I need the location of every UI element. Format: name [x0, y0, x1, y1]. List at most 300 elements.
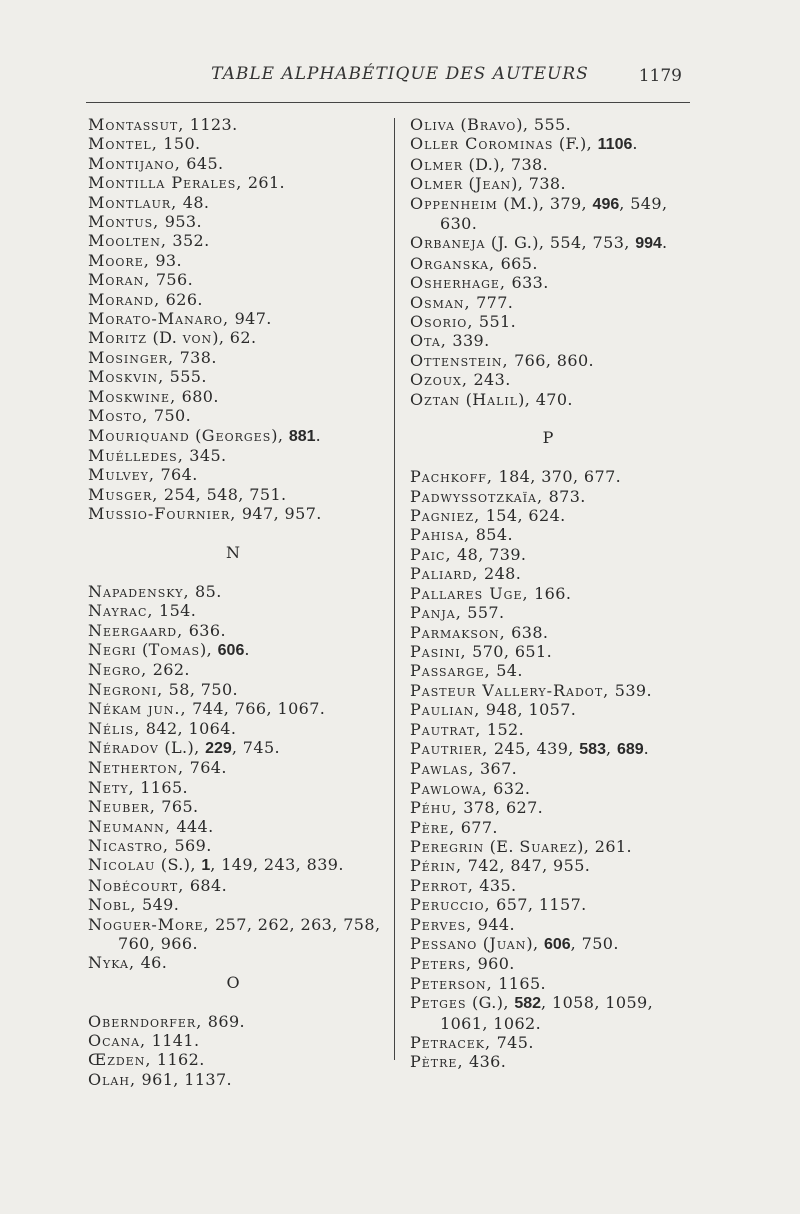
page-refs: . — [244, 639, 250, 659]
author-name: Morand, — [88, 289, 161, 309]
page-refs: 570, 651. — [466, 641, 553, 661]
author-name: Nayrac, — [88, 601, 154, 621]
page-refs: 645. — [180, 153, 224, 173]
index-entry — [410, 837, 770, 856]
index-entry — [88, 680, 388, 699]
author-name: Perves, — [410, 914, 473, 934]
page-refs: 154, 624. — [480, 506, 566, 526]
author-name: Montlaur, — [88, 192, 178, 212]
author-name: Negro, — [88, 660, 148, 680]
page-refs: 46. — [135, 953, 168, 973]
index-entry — [410, 351, 770, 370]
page-refs: 54. — [490, 661, 523, 681]
index-entry — [88, 1031, 388, 1050]
page-refs: 947, 957. — [236, 504, 322, 524]
index-entry — [88, 193, 388, 212]
index-entry — [88, 582, 388, 601]
author-name: Neuber, — [88, 797, 156, 817]
author-name: Mouriquand — [88, 425, 190, 445]
author-name: Padwyssotzkaïa, — [410, 486, 544, 506]
index-entry — [88, 387, 388, 406]
page-refs: 742, 847, 955. — [462, 856, 591, 876]
page-refs: 633. — [506, 273, 549, 293]
index-entry — [410, 134, 770, 154]
author-name: Negroni, — [88, 679, 164, 699]
index-entry — [88, 876, 388, 895]
page-refs: 367. — [474, 759, 518, 779]
author-name: Nyka, — [88, 953, 136, 973]
page-refs: 632. — [487, 778, 531, 798]
page-refs: 680. — [176, 386, 219, 406]
author-name: Orbaneja — [410, 233, 486, 253]
index-entry — [88, 895, 388, 914]
index-entry — [410, 312, 770, 331]
author-name: Nékam jun., — [88, 699, 187, 719]
author-name: Oller Corominas — [410, 134, 554, 154]
index-entry-continuation — [410, 214, 770, 233]
page-refs: ), — [271, 425, 289, 445]
page-refs: 947. — [229, 309, 272, 329]
page-refs: 551. — [473, 312, 517, 332]
page-refs: 166. — [528, 583, 572, 603]
index-entry — [88, 797, 388, 816]
page-refs: . — [632, 134, 638, 154]
index-entry — [410, 603, 770, 622]
index-entry — [88, 855, 388, 875]
right-column — [410, 115, 770, 1072]
page-refs: 248. — [478, 564, 522, 584]
author-name: Paic, — [410, 544, 452, 564]
page-refs: ), 555. — [516, 115, 572, 134]
index-entry — [410, 818, 770, 837]
page-refs: 953. — [159, 212, 202, 232]
page-refs: 1162. — [151, 1050, 205, 1070]
index-entry — [410, 331, 770, 350]
author-name: Neumann, — [88, 816, 171, 836]
page-refs: . — [661, 233, 668, 253]
index-entry — [410, 564, 770, 583]
author-name: Montassut, — [88, 115, 185, 134]
page-refs: (F.), — [553, 134, 598, 154]
page-refs: (D. — [147, 328, 183, 348]
page-ref-bold: 606 — [217, 641, 245, 659]
page-refs: 555. — [164, 367, 207, 387]
index-entry — [410, 934, 770, 954]
page-refs: 436. — [463, 1052, 507, 1072]
page-refs: , 549, — [619, 193, 668, 213]
author-name: Mussio-Fournier, — [88, 504, 237, 524]
page-refs: 1123. — [184, 115, 238, 134]
author-name: Moritz — [88, 328, 148, 348]
author-name: Peters, — [410, 954, 473, 974]
author-name: Olmer — [410, 154, 463, 174]
author-name: Neergaard, — [88, 620, 184, 640]
page-refs: 93. — [149, 250, 182, 270]
page-refs: 345. — [183, 445, 227, 465]
page-refs: 750. — [148, 406, 192, 426]
page-refs: 1165. — [134, 777, 189, 797]
page-refs: 435. — [473, 875, 517, 895]
page-refs: 254, 548, 751. — [158, 484, 287, 504]
page-refs: 150. — [157, 134, 201, 154]
page-refs: , 149, 243, 839. — [210, 855, 344, 875]
index-entry — [88, 426, 388, 446]
author-name: Netherton, — [88, 758, 185, 778]
page-refs: ), — [526, 934, 544, 954]
index-entry — [88, 485, 388, 504]
index-entry — [88, 328, 388, 347]
index-entry — [410, 954, 770, 973]
page-refs: 85. — [189, 581, 222, 601]
index-entry — [410, 798, 770, 817]
index-entry — [88, 173, 388, 192]
author-name: Nicolau — [88, 855, 156, 875]
index-entry — [410, 915, 770, 934]
page-refs: 760, 966. — [118, 934, 198, 954]
page-refs: ( — [189, 425, 202, 445]
page-refs: ), 62. — [212, 328, 257, 348]
author-given-name: Jean — [475, 174, 512, 194]
author-name: Périn, — [410, 856, 463, 876]
author-name: Pawlas, — [410, 759, 475, 779]
page-refs: 444. — [170, 816, 214, 836]
page-refs: ( — [454, 115, 468, 134]
index-entry — [88, 290, 388, 309]
author-given-name: Juan — [489, 934, 527, 954]
index-entry — [88, 817, 388, 836]
index-entry — [88, 1012, 388, 1031]
index-entry — [410, 233, 770, 253]
index-entry — [88, 1050, 388, 1069]
page-refs: ), 738. — [511, 174, 566, 194]
author-name: Nobl, — [88, 895, 137, 915]
author-name: Musger, — [88, 484, 159, 504]
index-entry — [88, 270, 388, 289]
index-entry — [88, 251, 388, 270]
index-entry — [88, 758, 388, 777]
index-entry — [88, 134, 388, 153]
index-entry — [410, 974, 770, 993]
index-entry — [410, 661, 770, 680]
index-entry — [88, 367, 388, 386]
section-letter: N — [226, 542, 240, 562]
author-name: Paliard, — [410, 564, 479, 584]
author-name: Père, — [410, 817, 456, 837]
author-name: Organska, — [410, 253, 496, 273]
page-refs: 745. — [491, 1033, 534, 1053]
page-refs: 154. — [153, 601, 197, 621]
index-entry — [410, 525, 770, 544]
page-ref-bold: 881 — [288, 427, 316, 445]
index-entry — [410, 115, 770, 134]
page-refs: 764. — [184, 758, 227, 778]
index-entry — [88, 231, 388, 250]
index-entry — [88, 154, 388, 173]
index-entry — [88, 660, 388, 679]
author-name: Pasini, — [410, 641, 467, 661]
index-entry — [410, 390, 770, 409]
index-entry — [410, 545, 770, 564]
index-entry — [410, 856, 770, 875]
page-refs: ( — [460, 389, 473, 409]
index-entry — [88, 309, 388, 328]
author-name: Nobécourt, — [88, 875, 185, 895]
author-given-name: von — [182, 328, 213, 348]
page-refs: 630. — [440, 214, 478, 234]
author-name: Osherhage, — [410, 273, 506, 293]
page-refs: , — [605, 738, 617, 758]
page-refs: (G.), — [466, 993, 515, 1013]
header-rule — [86, 102, 690, 103]
index-entry — [88, 212, 388, 231]
author-given-name: Bravo — [467, 115, 517, 134]
author-name: Montus, — [88, 212, 160, 232]
author-name: Pasteur Vallery-Radot, — [410, 680, 610, 700]
index-entry — [410, 293, 770, 312]
page-refs: 873. — [543, 486, 586, 506]
author-name: Morato-Manaro, — [88, 309, 230, 329]
spacer — [88, 562, 388, 581]
author-name: Mosto, — [88, 406, 149, 426]
index-entry — [410, 739, 770, 759]
index-entry — [88, 504, 388, 523]
author-name: Ozoux, — [410, 370, 468, 390]
author-name: Montilla Perales, — [88, 173, 243, 193]
index-entry — [88, 640, 388, 660]
author-name: Moore, — [88, 250, 150, 270]
author-name: Olah, — [88, 1069, 137, 1089]
index-entry — [410, 1033, 770, 1052]
page-refs: 1165. — [492, 973, 547, 993]
page-refs: 1141. — [146, 1031, 200, 1051]
page-refs: 152. — [481, 719, 525, 739]
page-refs: 657, 1157. — [490, 895, 587, 915]
page-refs: 378, 627. — [457, 798, 544, 818]
page-refs: (M.), 379, — [497, 193, 593, 213]
index-entry — [410, 876, 770, 895]
page-refs: 257, 262, 263, 758, — [209, 914, 381, 934]
page-refs: (L.), — [158, 737, 206, 757]
index-entry — [410, 194, 770, 214]
author-name: Oppenheim — [410, 193, 498, 213]
page-refs: , 745. — [231, 737, 281, 757]
index-entry — [410, 273, 770, 292]
index-entry-continuation — [410, 1014, 770, 1033]
index-entry — [88, 348, 388, 367]
page-refs: ( — [477, 934, 490, 954]
author-name: Nicastro, — [88, 835, 169, 855]
index-entry — [88, 1070, 388, 1089]
index-entry — [88, 115, 388, 134]
page-refs: 1061, 1062. — [440, 1013, 542, 1033]
author-name: Negri — [88, 639, 137, 659]
author-name: Ottenstein, — [410, 350, 509, 370]
page-ref-bold: 229 — [205, 739, 232, 757]
author-given-name: Halil — [472, 389, 519, 409]
index-entry — [88, 719, 388, 738]
author-name: Œzden, — [88, 1050, 152, 1070]
page-refs: 677. — [455, 817, 498, 837]
page-ref-bold: 994 — [635, 235, 662, 253]
page-refs: 961, 1137. — [136, 1069, 233, 1089]
author-name: Pagniez, — [410, 506, 481, 526]
column-divider — [394, 118, 395, 1060]
author-name: Passarge, — [410, 661, 491, 681]
author-name: Osorio, — [410, 312, 474, 332]
index-entry — [410, 254, 770, 273]
author-name: Muélledes, — [88, 445, 184, 465]
page-refs: (J. G.), 554, 753, — [485, 233, 636, 253]
author-name: Osman, — [410, 292, 471, 312]
page-refs: 557. — [461, 603, 505, 623]
index-entry — [88, 953, 388, 972]
author-name: Pachkoff, — [410, 467, 494, 487]
author-name: Parmakson, — [410, 622, 506, 642]
page-refs: 766, 860. — [508, 350, 595, 370]
page-refs: ), 261. — [577, 836, 632, 856]
author-name: Moskvin, — [88, 367, 165, 387]
page-refs: 48, 739. — [451, 544, 527, 564]
page-ref-bold: 1106 — [597, 136, 633, 154]
page-refs: , 1058, 1059, — [541, 993, 654, 1013]
author-name: Mosinger, — [88, 347, 175, 367]
page-refs: 738. — [174, 347, 217, 367]
page-refs: (D.), 738. — [463, 154, 549, 174]
author-name: Olmer — [410, 174, 463, 194]
page-refs: 756. — [150, 270, 194, 290]
index-entry — [410, 642, 770, 661]
index-entry — [410, 174, 770, 193]
index-entry — [410, 720, 770, 739]
author-given-name: Tomas — [148, 639, 201, 659]
index-entry — [88, 915, 388, 934]
author-name: Pautrat, — [410, 719, 482, 739]
author-name: Perrot, — [410, 875, 474, 895]
page-refs: 352. — [166, 231, 210, 251]
page-refs: 744, 766, 1067. — [186, 699, 326, 719]
page-refs: ( — [136, 639, 149, 659]
page-ref-bold: 606 — [543, 936, 571, 954]
page-refs: 261. — [242, 173, 286, 193]
author-name: Peruccio, — [410, 895, 491, 915]
page-refs: 539. — [609, 680, 652, 700]
page-refs: 626. — [160, 289, 203, 309]
author-name: Pautrier, — [410, 738, 489, 758]
page-refs: 777. — [470, 292, 514, 312]
index-entry — [410, 584, 770, 603]
page-refs: 48. — [177, 192, 210, 212]
index-entry — [88, 778, 388, 797]
left-column — [88, 115, 388, 1089]
spacer — [88, 524, 388, 543]
page-refs: 665. — [495, 253, 538, 273]
page-refs: 869. — [202, 1011, 246, 1031]
spacer — [410, 409, 770, 428]
section-letter: P — [542, 428, 554, 448]
author-name: Noguer-More, — [88, 914, 210, 934]
author-name: Oztan — [410, 389, 461, 409]
page-refs: . — [315, 425, 322, 445]
author-name: Mulvey, — [88, 465, 155, 485]
page-refs: 245, 439, — [488, 738, 580, 758]
author-name: Péhu, — [410, 798, 458, 818]
page-ref-bold: 689 — [616, 740, 644, 758]
index-entry — [88, 836, 388, 855]
index-entry — [410, 487, 770, 506]
page-refs: 684. — [184, 875, 228, 895]
page-header-title: TABLE ALPHABÉTIQUE DES AUTEURS — [211, 64, 589, 84]
author-name: Pawlowa, — [410, 778, 488, 798]
section-letter: O — [226, 972, 240, 992]
index-entry — [88, 465, 388, 484]
author-name: Oliva — [410, 115, 455, 134]
author-name: Petges — [410, 993, 467, 1013]
index-entry — [88, 601, 388, 620]
page-refs: 636. — [183, 620, 226, 640]
page-refs: 184, 370, 677. — [493, 467, 622, 487]
page-refs: , 750. — [570, 934, 619, 954]
spacer — [410, 448, 770, 467]
page-refs: ( — [463, 174, 476, 194]
page-number: 1179 — [638, 66, 682, 86]
author-name: Oberndorfer, — [88, 1011, 203, 1031]
index-entry — [88, 446, 388, 465]
index-entry — [88, 406, 388, 425]
index-entry-continuation — [88, 934, 388, 953]
index-entry — [410, 506, 770, 525]
author-name: Moolten, — [88, 231, 167, 251]
author-name: Paulian, — [410, 700, 481, 720]
index-entry — [88, 621, 388, 640]
author-name: Nélis, — [88, 718, 141, 738]
index-entry — [410, 1052, 770, 1071]
page-refs: 960. — [472, 954, 515, 974]
author-name: Ota, — [410, 331, 447, 351]
page-refs: 339. — [446, 331, 490, 351]
author-name: Pessano — [410, 934, 478, 954]
author-name: Peregrin — [410, 836, 485, 856]
author-name: Moran, — [88, 270, 151, 290]
author-name: Petracek, — [410, 1033, 492, 1053]
page-ref-bold: 582 — [514, 995, 542, 1013]
author-name: Nety, — [88, 777, 135, 797]
author-name: Pahisa, — [410, 525, 471, 545]
page-refs: (E. — [484, 836, 520, 856]
index-entry — [88, 699, 388, 718]
spacer — [88, 992, 388, 1011]
page-refs: ), — [200, 639, 218, 659]
page-refs: 243. — [467, 370, 511, 390]
index-entry — [410, 623, 770, 642]
page-refs: 842, 1064. — [140, 718, 237, 738]
index-entry — [410, 155, 770, 174]
index-entry — [410, 370, 770, 389]
index-entry — [410, 993, 770, 1013]
author-name: Montel, — [88, 134, 158, 154]
page-refs: 638. — [505, 622, 549, 642]
page-refs: 854. — [470, 525, 513, 545]
page-refs: 764. — [154, 465, 198, 485]
page-refs: . — [643, 738, 650, 758]
author-name: Ocana, — [88, 1031, 147, 1051]
page-refs: 765. — [155, 797, 199, 817]
page-ref-bold: 496 — [592, 195, 620, 213]
page-refs: 549. — [136, 895, 180, 915]
page-ref-bold: 583 — [579, 740, 606, 758]
page-refs: 569. — [168, 835, 212, 855]
index-entry — [410, 895, 770, 914]
author-name: Néradov — [88, 737, 159, 757]
